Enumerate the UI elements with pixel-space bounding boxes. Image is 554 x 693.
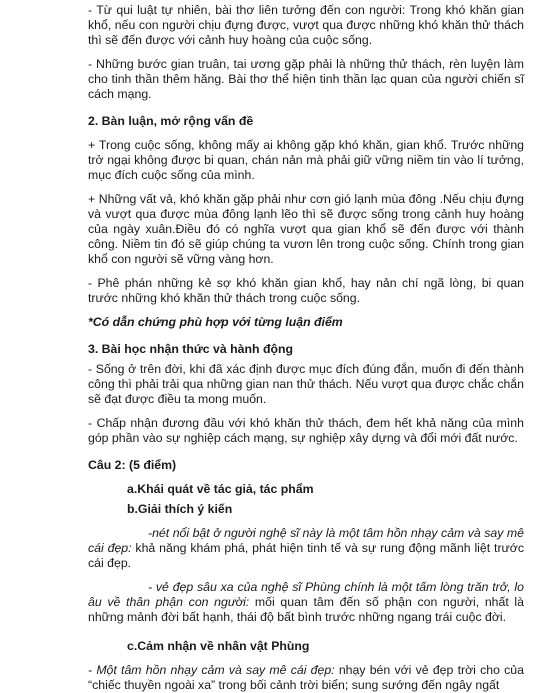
subheading-explain: b.Giải thích ý kiến xyxy=(127,502,233,516)
note-evidence: *Có dẫn chứng phù hợp với từng luận điểm xyxy=(88,315,343,329)
subheading-author-work: a.Khái quát về tác giả, tác phẩm xyxy=(127,482,314,496)
paragraph-criticize: - Phê phán những kẻ sợ khó khăn gian khổ, hay nản chí ngã lòng, bi quan trước những khó khăn thử thách trong cuộc sống. xyxy=(88,276,524,305)
heading-lessons: 3. Bài học nhận thức và hành động xyxy=(88,342,293,356)
paragraph-sensitive-soul xyxy=(88,526,524,571)
text-phung-beauty: nhạy bén với vẻ đẹp trời cho của “chiếc thuyền ngoài xa” trong bối cảnh trời biển; sung sướng đến ngây ngất xyxy=(88,663,524,692)
paragraph-winter-wind: + Những vất vả, khó khăn gặp phải như cơn gió lạnh mùa đông .Nếu chịu đựng và vượt qua được mùa đông lạnh lẽo thì sẽ được sống trong cảnh huy hoàng của ngày xuân.Điều đó có nghĩa vượt qua gian khổ sẽ đến được với thành công. Niềm tin đó sẽ giúp chúng ta vươn lên trong cuộc sống. Chính trong gian khổ con người sẽ vững vàng hơn. xyxy=(88,192,524,266)
paragraph-purpose: - Sống ở trên đời, khi đã xác định được mục đích đúng đắn, muốn đi đến thành công thì phải trải qua những gian nan thử thách. Nếu vượt qua được chắc chắn sẽ đạt được điều ta mong muốn. xyxy=(88,362,524,406)
text-sensitive-soul: khả năng khám phá, phát hiện tinh tế và sự rung động mãnh liệt trước cái đẹp. xyxy=(88,541,525,570)
paragraph-natural-law: - Từ qui luật tự nhiên, bài thơ liên tưởng đến con người: Trong khó khăn gian khổ, nếu con người chịu đựng được, vượt qua được những khó khăn thử thách thì sẽ đến được với cảnh huy hoàng của cuộc sống. xyxy=(88,3,524,47)
emphasis-sensitive-soul: -nét nổi bật ở người nghệ sĩ này là một tâm hồn nhạy cảm và say mê cái đẹp: xyxy=(88,526,524,555)
emphasis-phung-beauty: - Một tâm hồn nhạy cảm và say mê cái đẹp: xyxy=(88,663,335,677)
paragraph-hardships: - Những bước gian truân, tai ương gặp phải là những thử thách, rèn luyện làm cho tinh thần thêm hăng. Bài thơ thể hiện tinh thần lạc quan của người chiến sĩ cách mạng. xyxy=(88,57,524,101)
paragraph-accept-challenge: - Chấp nhận đương đầu với khó khăn thử thách, đem hết khả năng của mình góp phần vào sự nghiệp cách mạng, sự nghiệp xây dựng và đổi mới đất nước. xyxy=(88,416,524,445)
heading-discussion: 2. Bàn luận, mở rộng vấn đề xyxy=(88,114,254,128)
subheading-phung: c.Cảm nhận về nhân vật Phùng xyxy=(127,639,310,653)
paragraph-deep-beauty xyxy=(88,580,524,625)
paragraph-phung-beauty xyxy=(88,663,524,693)
text-deep-beauty: mối quan tâm đến số phận con người, nhất là những mảnh đời bất hạnh, thái độ bất bình trước những ngang trái cuộc đời. xyxy=(88,595,524,624)
heading-question-2: Câu 2: (5 điểm) xyxy=(88,458,177,472)
paragraph-life-difficulties: + Trong cuộc sống, không mấy ai không gặp khó khăn, gian khổ. Trước những trở ngại không được bi quan, chán nản mà phải giữ vững niềm tin vào lí tưởng, mục đích cuộc sống của mình. xyxy=(88,138,524,182)
document-body xyxy=(88,0,524,693)
emphasis-deep-beauty: - vẻ đẹp sâu xa của nghệ sĩ Phùng chính là một tấm lòng trăn trở, lo âu về thân phận con người: xyxy=(88,580,524,609)
